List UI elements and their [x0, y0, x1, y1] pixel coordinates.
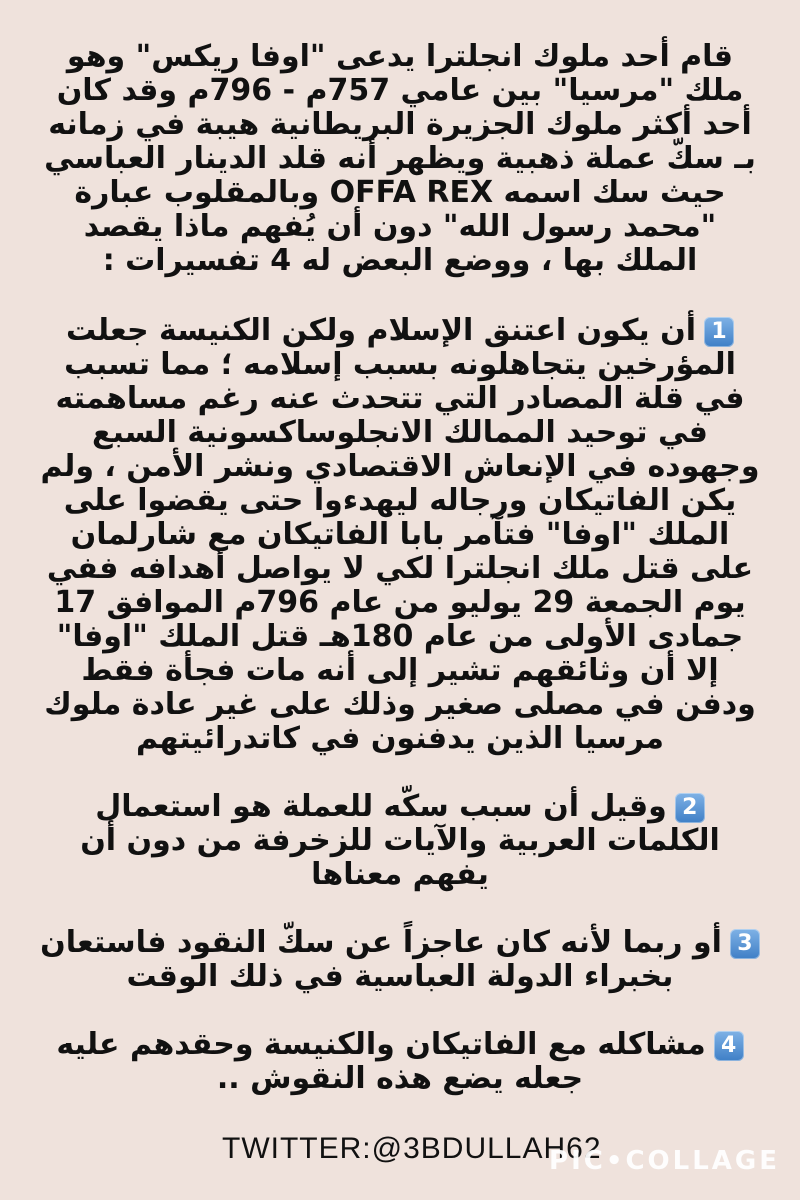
list-item-4-text: مشاكله مع الفاتيكان والكنيسة وحقدهم عليه جعله يضع هذه النقوش .. — [56, 1027, 706, 1096]
number-4-badge-icon: 4 — [714, 1031, 744, 1061]
number-2-badge-icon: 2 — [675, 793, 705, 823]
twitter-handle: TWITTER:@3BDULLAH62 — [222, 1132, 602, 1165]
list-item-1-text: أن يكون اعتنق الإسلام ولكن الكنيسة جعلت المؤرخين يتجاهلونه بسبب إسلامه ؛ مما تسبب في قلة المصادر التي تتحدث عنه رغم مساهمته في توحيد الممالك الانجلوساكسونية السبع وجهوده في الإنعاش الاقتصادي ونشر الأمن ، ولم يكن الفاتيكان ورجاله ليهدءوا حتى يقضوا على الملك "اوفا" فتآمر بابا الفاتيكان مع شارلمان على قتل ملك انجلترا لكي لا يواصل أهدافه ففي يوم الجمعة 29 يوليو من عام 796م الموافق 17 جمادى الأولى من عام 180هـ قتل الملك "اوفا" إلا أن وثائقهم تشير إلى أنه مات فجأة فقط ودفن في مصلى صغير وذلك على غير عادة ملوك مرسيا الذين يدفنون في كاتدرائيتهم — [40, 313, 760, 756]
piccollage-watermark: PIC•COLLAGE — [549, 1146, 780, 1176]
list-item-3-text: أو ربما لأنه كان عاجزاً عن سكّ النقود فاستعان بخبراء الدولة العباسية في ذلك الوقت — [40, 925, 722, 994]
list-item-2-text: وقيل أن سبب سكّه للعملة هو استعمال الكلمات العربية والآيات للزخرفة من دون أن يفهم معناها — [80, 789, 720, 892]
list-item-3 — [38, 926, 762, 994]
number-1-badge-icon: 1 — [704, 317, 734, 347]
list-item-1 — [38, 314, 762, 756]
intro-paragraph: قام أحد ملوك انجلترا يدعى "اوفا ريكس" وهو ملك "مرسيا" بين عامي 757م - 796م وقد كان أحد أكثر ملوك الجزيرة البريطانية هيبة في زمانه بـ سكّ عملة ذهبية ويظهر أنه قلد الدينار العباسي حيث سك اسمه OFFA REX وبالمقلوب عبارة "محمد رسول الله" دون أن يُفهم ماذا يقصد الملك بها ، ووضع البعض له 4 تفسيرات : — [44, 39, 756, 278]
number-3-badge-icon: 3 — [730, 929, 760, 959]
list-item-2 — [38, 790, 762, 892]
list-item-4 — [38, 1028, 762, 1096]
